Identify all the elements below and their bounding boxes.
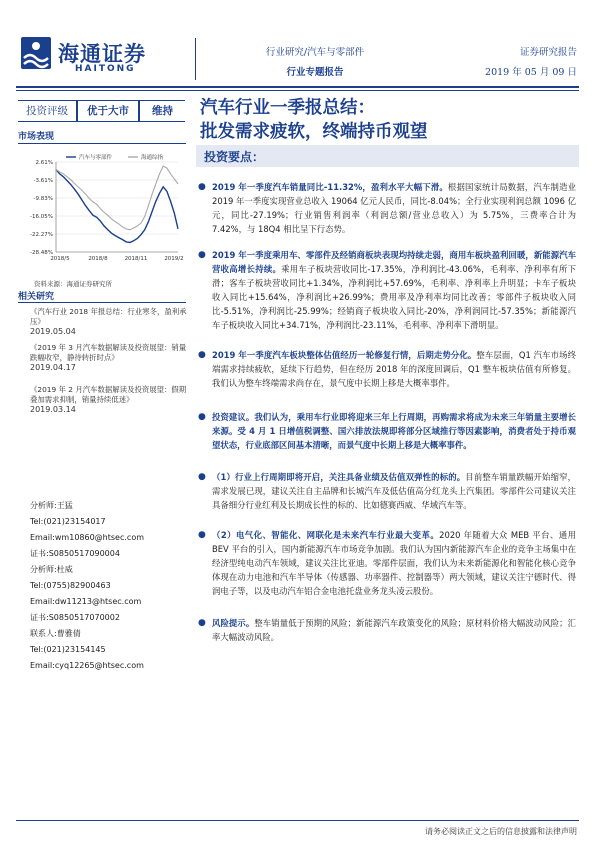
chart-y-tick-label: 2.61% <box>35 160 53 166</box>
related-item-date: 2019.05.04 <box>30 327 76 336</box>
analyst-email: Email:wm10860@htsec.com <box>30 533 144 542</box>
key-point <box>198 410 576 452</box>
key-point <box>198 616 576 644</box>
market-performance-title: 市场表现 <box>18 132 55 142</box>
logo-english-text: HAITONG <box>75 64 136 74</box>
bullet-icon: ● <box>198 182 206 192</box>
bullet-icon: ● <box>198 350 206 360</box>
analyst-name: 分析师:王猛 <box>30 501 73 510</box>
related-item-title: 《2019 年 2 月汽车数据解读及投资展望：假期叠加需求抑制，销量持续低迷》 <box>30 385 187 404</box>
chart-y-tick-label: -3.61% <box>33 178 53 185</box>
analyst-tel: Tel:(0755)82900463 <box>30 581 111 590</box>
related-item <box>30 307 188 337</box>
related-item-date: 2019.03.14 <box>30 405 76 414</box>
report-title-line1: 汽车行业一季报总结： <box>200 98 375 118</box>
report-date: 2019 年 05 月 09 日 <box>485 67 577 78</box>
analyst-contacts <box>30 498 190 674</box>
key-point <box>198 470 576 512</box>
key-point-highlight: （1）行业上行周期即将开启，关注具备业绩及估值双弹性的标的。 <box>212 472 466 482</box>
chart-x-tick-label: 2018/11 <box>124 256 148 262</box>
analyst-cert: 证书:S0850517070002 <box>30 613 120 622</box>
key-point-highlight: 投资建议。我们认为，乘用车行业即将迎来三年上行周期，再购需求将成为未来三年销量主要增长来源。受 4 月 1 日增值税调整、国六排放法规即将部分区域推行等因素影响，消费者处于持币观望状态，行业底部区间基本清晰，而景气度中长期上移是大概率事件。 <box>212 412 576 450</box>
key-point <box>198 348 576 390</box>
related-item-title: 《2019 年 3 月汽车数据解读及投资展望：销量跌幅收窄，静待转折时点》 <box>30 343 187 362</box>
market-performance-chart <box>18 150 186 270</box>
bullet-icon: ● <box>198 618 206 628</box>
key-point <box>198 180 576 236</box>
chart-source: 资料来源：海通证券研究所 <box>34 280 112 288</box>
key-points-title: 投资要点： <box>204 150 265 164</box>
key-point-highlight: （2）电气化、智能化、网联化是未来汽车行业最大变革。 <box>212 530 440 540</box>
investment-rating <box>18 100 185 122</box>
market-title-rule <box>18 143 186 144</box>
contact-tel: Tel:(021)23154145 <box>30 645 106 654</box>
related-item-date: 2019.04.17 <box>30 363 76 372</box>
related-research-title: 相关研究 <box>18 292 55 302</box>
key-point-text: 2020 年随着大众 MEB 平台、通用 BEV 平台的引入，国内新能源汽车市场竞争加剧。我们认为国内新能源汽车企业的竞争主场集中在经济型纯电动汽车领域，建议关注比亚迪。零部件层面，我们认为未来新能源化和智能化核心竞争体现在动力电池和汽车半导体（传感器、功率器件、控制器等）两大领域，建议关注宁德时代、得润电子等，以及电动汽车铝合金电池托盘业务龙头凌云股份。 <box>212 530 576 596</box>
footer-disclaimer: 请务必阅读正文之后的信息披露和法律声明 <box>425 827 577 836</box>
key-point-highlight: 2019 年一季度汽车销量同比-11.32%，盈利水平大幅下滑。 <box>212 182 448 192</box>
footer-rule <box>16 820 579 821</box>
report-category: 行业研究/汽车与零部件 <box>265 47 365 58</box>
header-rule-thin <box>16 90 579 91</box>
key-point-text: 整车销量低于预期的风险；新能源汽车政策变化的风险；原材料价格大幅波动风险；汇率大幅波动风险。 <box>212 618 577 642</box>
header-rule <box>16 86 579 88</box>
related-item <box>30 343 188 373</box>
report-series: 证券研究报告 <box>519 47 577 58</box>
chart-x-tick-label: 2018/5 <box>50 256 70 262</box>
key-point <box>198 528 576 598</box>
related-item-title: 《汽车行业 2018 年报总结：行业寒冬，盈利承压》 <box>30 307 187 326</box>
report-type: 行业专题报告 <box>286 67 344 78</box>
key-point <box>198 248 576 332</box>
analyst-cert: 证书:S0850517090004 <box>30 549 120 558</box>
contact-name: 联系人:曹雅倩 <box>30 629 81 638</box>
bullet-icon: ● <box>198 530 206 540</box>
analyst-email: Email:dw11213@htsec.com <box>30 597 142 606</box>
key-point-text: 目前整车销量跌幅开始缩窄，需求发展已现，建议关注自主品牌和长城汽车及低估值高分红龙头上汽集团。零部件公司建议关注具备细分行业红利及长期成长性的标的、比如德赛西威、华域汽车等。 <box>212 472 577 510</box>
logo-chinese-text: 海通证券 <box>58 41 146 66</box>
chart-y-tick-label: -22.27% <box>30 232 53 239</box>
key-point-highlight: 2019 年一季度乘用车、零部件及经销商板块表现均持续走弱，商用车板块盈利回暖，新能源汽车营收高增长持续。 <box>212 250 576 274</box>
report-title-line2: 批发需求疲软，终端持币观望 <box>200 122 428 142</box>
chart-y-tick-label: -28.48% <box>30 250 53 256</box>
related-item <box>30 385 188 415</box>
chart-x-tick-label: 2019/2 <box>164 256 184 262</box>
key-point-text: 根据国家统计局数据，汽车制造业 2019 年一季度实现营业总收入 19064 亿元人民币，同比-8.04%；全行业实现利润总额 1096 亿元，同比-27.19%；行业销售利润率（利润总额/营业总收入）为 5.75%，三费率合计为 7.42%，与 18Q4 相比呈下行态势。 <box>212 182 576 234</box>
key-point-text: 整车层面，Q1 汽车市场终端需求持续疲软，延续下行趋势，但在经历 2018 年的深度回调后，Q1 整车板块估值有所修复。我们认为整车终端需求尚存在，景气度中长期上移是大概率事件。 <box>212 350 576 388</box>
bullet-icon: ● <box>198 472 206 482</box>
key-point-text: 乘用车子板块营收同比-17.35%，净利润比-43.06%，毛利率、净利率有所下滑；客车子板块营收同比+1.34%，净利润比+57.69%，毛利率、净利率上升明显；卡车子板块收入同比+15.64%，净利润比+26.99%；费用率及净利率均同比改善；零部件子板块收入同比-5.51%，净利润比-25.99%；经销商子板块收入同比-20%，净利润同比-57.35%；新能源汽车子板块收入同比+34.71%，净利润比-23.11%，毛利率、净利率下滑明显。 <box>212 264 576 330</box>
chart-legend-label: 汽车与零部件 <box>79 155 113 161</box>
header-divider <box>195 38 196 80</box>
chart-y-tick-label: -16.05% <box>30 214 53 221</box>
rating-status: 维持 <box>152 105 173 117</box>
bullet-icon: ● <box>198 412 206 422</box>
haitong-logo-icon <box>20 36 52 70</box>
chart-x-tick-label: 2018/8 <box>88 256 108 262</box>
analyst-tel: Tel:(021)23154017 <box>30 517 106 526</box>
key-point-highlight: 2019 年一季度汽车板块整体估值经历一轮修复行情，后期走势分化。 <box>212 350 477 360</box>
related-title-rule <box>18 302 186 303</box>
rating-value: 优于大市 <box>78 101 140 121</box>
bullet-icon: ● <box>198 250 206 260</box>
chart-y-tick-label: -9.83% <box>33 196 53 203</box>
contact-email: Email:cyq12265@htsec.com <box>30 661 144 670</box>
chart-series-line <box>56 170 178 243</box>
analyst-name: 分析师:杜威 <box>30 565 73 574</box>
rating-label: 投资评级 <box>18 101 78 121</box>
key-point-highlight: 风险提示。 <box>212 618 255 628</box>
chart-legend-label: 海通综指 <box>141 155 164 161</box>
